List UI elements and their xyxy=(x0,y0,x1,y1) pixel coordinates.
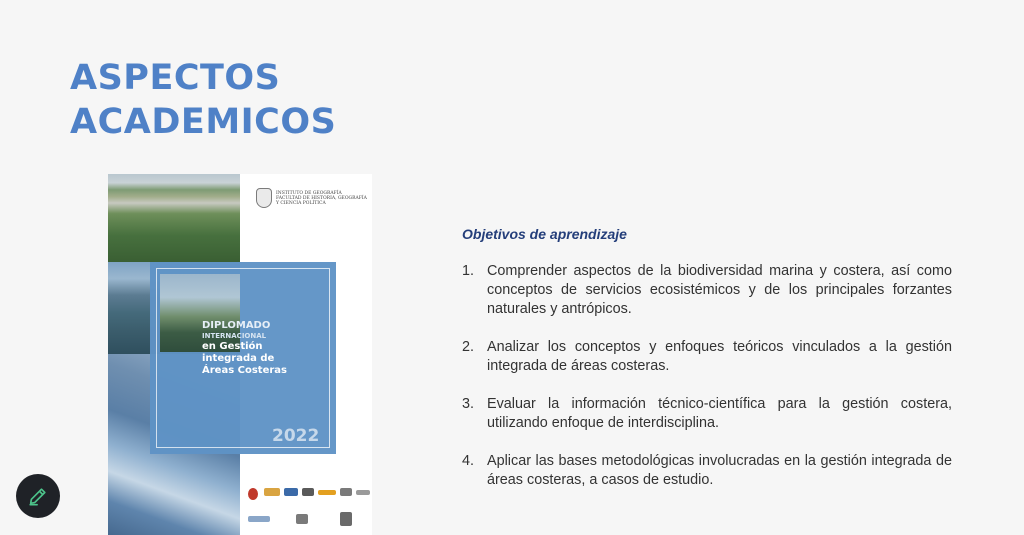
institution-name xyxy=(276,191,372,206)
sponsor-logo-3 xyxy=(284,488,298,496)
diploma-line-3: en Gestión xyxy=(202,341,263,352)
sponsor-logos xyxy=(246,482,372,532)
pencil-icon xyxy=(27,485,49,507)
diploma-line-2: INTERNACIONAL xyxy=(202,332,267,340)
institution-line-1: INSTITUTO DE GEOGRAFÍA xyxy=(276,191,342,196)
diploma-title xyxy=(202,320,332,377)
slide-title xyxy=(70,56,336,144)
sponsor-logo-6 xyxy=(340,488,352,496)
institution-line-2: FACULTAD DE HISTORIA, GEOGRAFÍA xyxy=(276,196,367,201)
sponsor-logo-5 xyxy=(318,490,336,495)
sponsor-logo-9 xyxy=(296,514,308,524)
objective-number: 3. xyxy=(462,396,475,412)
university-seal-icon xyxy=(256,188,272,208)
objective-number: 2. xyxy=(462,339,475,355)
institution-line-3: Y CIENCIA POLÍTICA xyxy=(276,201,326,206)
objective-text: Analizar los conceptos y enfoques teóricos vinculados a la gestión integrada de áreas costeras. xyxy=(487,339,952,374)
diploma-brochure-cover xyxy=(108,174,372,535)
slide-title-line-1: ASPECTOS xyxy=(70,58,281,98)
objective-number: 4. xyxy=(462,453,475,469)
objective-item-2 xyxy=(462,338,952,376)
diploma-line-1: DIPLOMADO xyxy=(202,320,271,331)
objective-item-3 xyxy=(462,395,952,433)
objective-text: Evaluar la información técnico-científica para la gestión costera, utilizando enfoque de interdisciplina. xyxy=(487,396,952,431)
sponsor-logo-8 xyxy=(248,516,270,522)
diploma-line-5: Áreas Costeras xyxy=(202,365,287,376)
coastal-town-photo xyxy=(108,174,240,262)
sponsor-logo-2 xyxy=(264,488,280,496)
objective-number: 1. xyxy=(462,263,475,279)
objective-item-4 xyxy=(462,452,952,490)
edit-button[interactable] xyxy=(16,474,60,518)
diploma-line-4: integrada de xyxy=(202,353,275,364)
objectives-list xyxy=(462,262,952,509)
slide-title-line-2: ACADEMICOS xyxy=(70,102,337,142)
sponsor-logo-4 xyxy=(302,488,314,496)
objective-text: Comprender aspectos de la biodiversidad marina y costera, así como conceptos de servicios ecosistémicos y de los principales forzantes naturales y antrópicos. xyxy=(487,263,952,317)
sponsor-logo-1 xyxy=(248,488,258,500)
objectives-heading: Objetivos de aprendizaje xyxy=(462,226,627,242)
objective-text: Aplicar las bases metodológicas involucradas en la gestión integrada de áreas costeras, a casos de estudio. xyxy=(487,453,952,488)
diploma-year: 2022 xyxy=(272,426,320,446)
sponsor-logo-7 xyxy=(356,490,370,495)
objective-item-1 xyxy=(462,262,952,319)
sponsor-logo-10 xyxy=(340,512,352,526)
